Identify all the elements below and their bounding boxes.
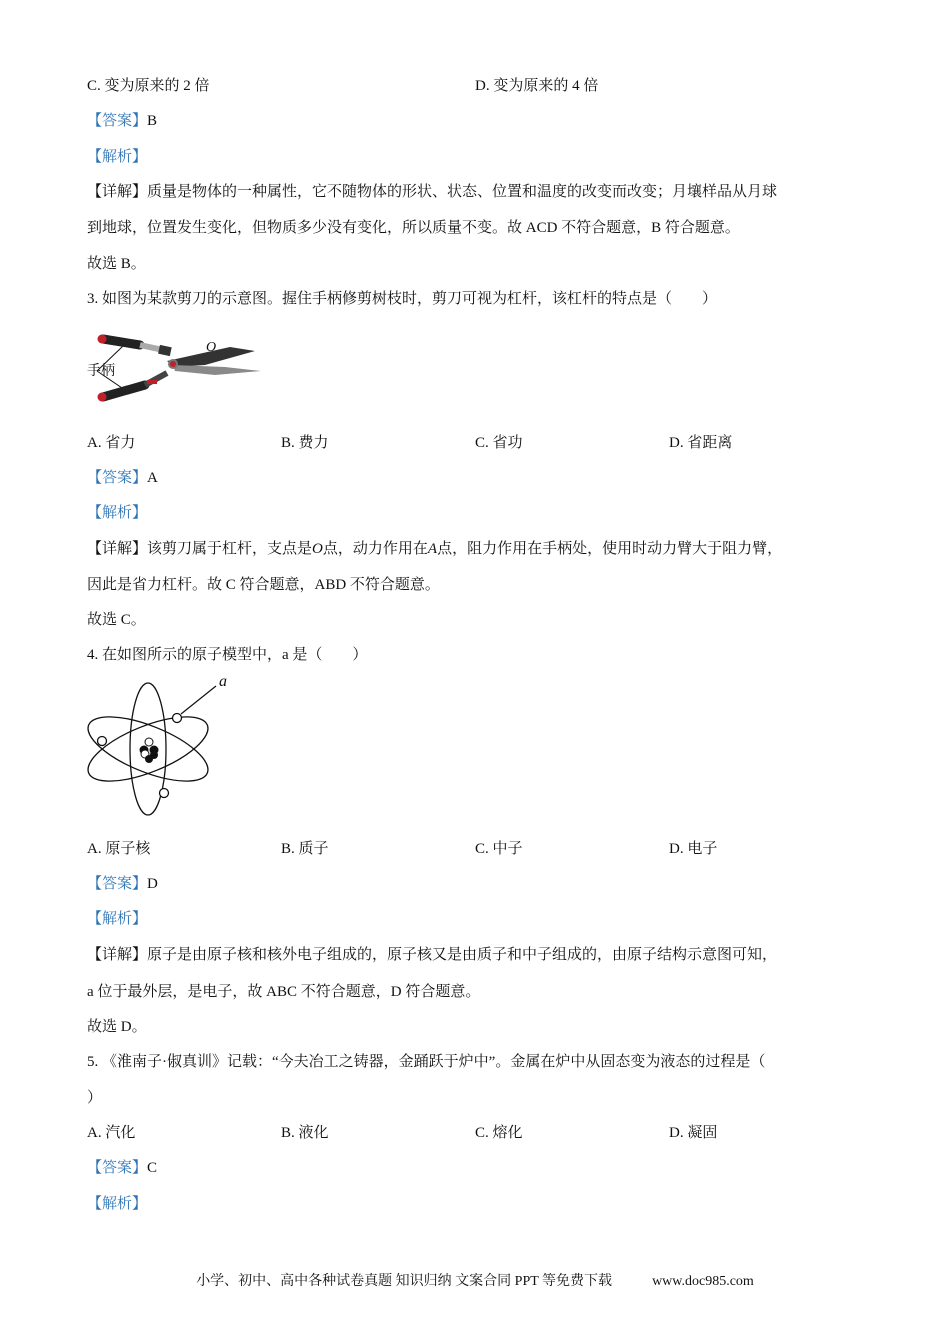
q4-answer — [87, 874, 158, 894]
q5-option-a: A. 汽化 — [87, 1125, 136, 1141]
q2-detail-line2: 到地球，位置发生变化，但物质多少没有变化，所以质量不变。故 ACD 不符合题意，B 符合题意。 — [87, 220, 740, 236]
analysis-tag: 【解析】 — [87, 1196, 148, 1212]
q4-option-c: C. 中子 — [475, 841, 523, 857]
detail-symbol-o: O — [312, 541, 323, 557]
page-footer — [0, 1270, 950, 1290]
answer-value: C — [147, 1160, 158, 1176]
q3-option-b: B. 费力 — [281, 435, 329, 451]
q2-detail-line1 — [87, 182, 777, 202]
q2-option-c: C. 变为原来的 2 倍 — [87, 78, 210, 94]
q3-option-d: D. 省距离 — [669, 435, 733, 451]
q3-stem: 3. 如图为某款剪刀的示意图。握住手柄修剪树枝时，剪刀可视为杠杆，该杠杆的特点是（ ） — [87, 291, 718, 307]
answer-tag: 【答案】 — [87, 113, 148, 129]
q3-detail-line2: 因此是省力杠杆。故 C 符合题意，ABD 不符合题意。 — [87, 577, 440, 593]
detail-symbol-a: A — [427, 541, 438, 557]
footer-text: 小学、初中、高中各种试卷真题 知识归纳 文案合同 PPT 等免费下载 — [196, 1274, 613, 1289]
analysis-tag: 【解析】 — [87, 911, 148, 927]
detail-text: 质量是物体的一种属性，它不随物体的形状、状态、位置和温度的改变而改变；月壤样品从月球 — [147, 184, 778, 200]
q4-option-a: A. 原子核 — [87, 841, 151, 857]
q5-option-b: B. 液化 — [281, 1125, 329, 1141]
q4-detail-line1 — [87, 945, 777, 965]
q4-analysis-tag — [87, 909, 147, 929]
detail-tag: 【详解】 — [87, 947, 148, 963]
q2-analysis-tag — [87, 147, 147, 167]
analysis-tag: 【解析】 — [87, 505, 148, 521]
q3-answer — [87, 468, 158, 488]
q3-analysis-tag — [87, 503, 147, 523]
q2-option-d: D. 变为原来的 4 倍 — [475, 78, 599, 94]
analysis-tag: 【解析】 — [87, 149, 148, 165]
q3-detail-line1 — [87, 539, 782, 559]
q5-option-d: D. 凝固 — [669, 1125, 718, 1141]
detail-text: 点，动力作用在 — [322, 541, 428, 557]
q5-stem-line1: 5. 《淮南子·俶真训》记载：“今夫冶工之铸器，金踊跃于炉中”。金属在炉中从固态变为液态的过程是（ — [87, 1054, 766, 1070]
q3-conclusion: 故选 C。 — [87, 612, 146, 628]
answer-tag: 【答案】 — [87, 876, 148, 892]
detail-tag: 【详解】 — [87, 184, 148, 200]
atom-label-a: a — [219, 673, 227, 690]
detail-text: 原子是由原子核和核外电子组成的，原子核又是由质子和中子组成的，由原子结构示意图可知， — [147, 947, 778, 963]
answer-tag: 【答案】 — [87, 1160, 148, 1176]
detail-tag: 【详解】 — [87, 541, 148, 557]
q4-option-b: B. 质子 — [281, 841, 329, 857]
q4-option-d: D. 电子 — [669, 841, 718, 857]
q4-detail-line2: a 位于最外层，是电子，故 ABC 不符合题意，D 符合题意。 — [87, 984, 481, 1000]
q4-stem: 4. 在如图所示的原子模型中，a 是（ ） — [87, 647, 368, 663]
q3-option-a: A. 省力 — [87, 435, 136, 451]
detail-text: 点，阻力作用在手柄处，使用时动力臂大于阻力臂， — [437, 541, 783, 557]
q5-option-c: C. 熔化 — [475, 1125, 523, 1141]
answer-tag: 【答案】 — [87, 470, 148, 486]
q5-answer — [87, 1158, 157, 1178]
q2-answer — [87, 111, 157, 131]
q5-stem-line2: ） — [87, 1090, 103, 1106]
answer-value: A — [147, 470, 158, 486]
answer-value: B — [147, 113, 158, 129]
footer-url-link[interactable]: www.doc985.com — [652, 1274, 754, 1289]
detail-text: 该剪刀属于杠杆，支点是 — [147, 541, 313, 557]
pivot-label-o: O — [206, 340, 217, 355]
handle-label: 手柄 — [87, 364, 115, 379]
q5-analysis-tag — [87, 1194, 147, 1214]
q4-conclusion: 故选 D。 — [87, 1019, 147, 1035]
answer-value: D — [147, 876, 158, 892]
q3-option-c: C. 省功 — [475, 435, 523, 451]
atom-model-figure — [85, 672, 245, 827]
q2-conclusion: 故选 B。 — [87, 256, 146, 272]
